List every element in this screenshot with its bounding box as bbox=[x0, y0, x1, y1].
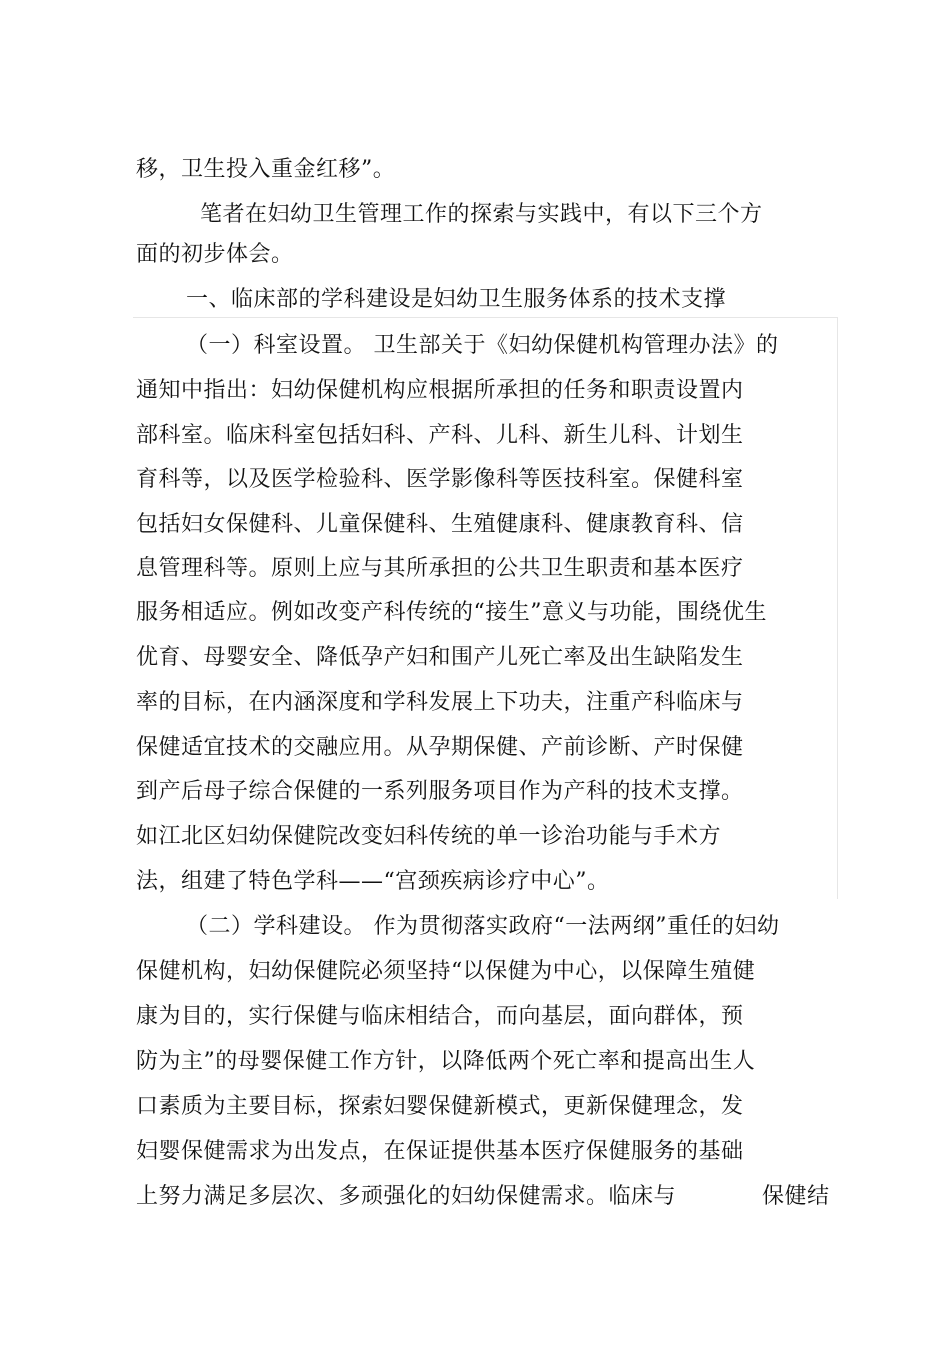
frame-border-right bbox=[837, 317, 838, 899]
paragraph-line: 部科室。临床科室包括妇科、产科、儿科、新生儿科、计划生 bbox=[136, 423, 744, 448]
paragraph-line: （一）科室设置。 卫生部关于《妇幼保健机构管理办法》的 bbox=[186, 333, 779, 358]
paragraph-line: 妇婴保健需求为出发点，在保证提供基本医疗保健服务的基础 bbox=[136, 1139, 744, 1164]
paragraph-line: 到产后母子综合保健的一系列服务项目作为产科的技术支撑。 bbox=[136, 779, 744, 804]
paragraph-line: 息管理科等。原则上应与其所承担的公共卫生职责和基本医疗 bbox=[136, 556, 744, 581]
paragraph-line: （二）学科建设。 作为贯彻落实政府“一法两纲”重任的妇幼 bbox=[186, 914, 780, 939]
paragraph-line: 育科等，以及医学检验科、医学影像科等医技科室。保健科室 bbox=[136, 467, 744, 492]
paragraph-line: 口素质为主要目标，探索妇婴保健新模式，更新保健理念，发 bbox=[136, 1094, 744, 1119]
paragraph-line-fragment: 保健结 bbox=[762, 1184, 830, 1209]
paragraph-line: 康为目的，实行保健与临床相结合，而向基层，面向群体，预 bbox=[136, 1004, 744, 1029]
paragraph-line: 上努力满足多层次、多顽强化的妇幼保健需求。临床与 bbox=[136, 1184, 677, 1209]
paragraph-line: 移，卫生投入重金红移”。 bbox=[136, 157, 396, 182]
paragraph-line: 保健机构，妇幼保健院必须坚持“以保健为中心，以保障生殖健 bbox=[136, 959, 756, 984]
paragraph-line: 服务相适应。例如改变产科传统的“接生”意义与功能，围绕优生 bbox=[136, 600, 767, 625]
paragraph-line: 法，组建了特色学科——“宫颈疾病诊疗中心”。 bbox=[136, 869, 610, 894]
paragraph-line: 通知中指出：妇幼保健机构应根据所承担的任务和职责设置内 bbox=[136, 378, 744, 403]
paragraph-line: 率的目标，在内涵深度和学科发展上下功夫，注重产科临床与 bbox=[136, 690, 744, 715]
paragraph-line: 如江北区妇幼保健院改变妇科传统的单一诊治功能与手术方 bbox=[136, 824, 722, 849]
paragraph-line: 防为主”的母婴保健工作方针，以降低两个死亡率和提高出生人 bbox=[136, 1049, 756, 1074]
paragraph-line: 笔者在妇幼卫生管理工作的探索与实践中，有以下三个方 bbox=[200, 202, 763, 227]
paragraph-line: 保健适宜技术的交融应用。从孕期保健、产前诊断、产时保健 bbox=[136, 735, 744, 760]
paragraph-line: 优育、母婴安全、降低孕产妇和围产儿死亡率及出生缺陷发生 bbox=[136, 645, 744, 670]
section-heading: 一、临床部的学科建设是妇幼卫生服务体系的技术支撑 bbox=[186, 287, 727, 312]
paragraph-line: 包括妇女保健科、儿童保健科、生殖健康科、健康教育科、信 bbox=[136, 512, 744, 537]
frame-border-top bbox=[133, 317, 838, 318]
paragraph-line: 面的初步体会。 bbox=[136, 242, 294, 267]
